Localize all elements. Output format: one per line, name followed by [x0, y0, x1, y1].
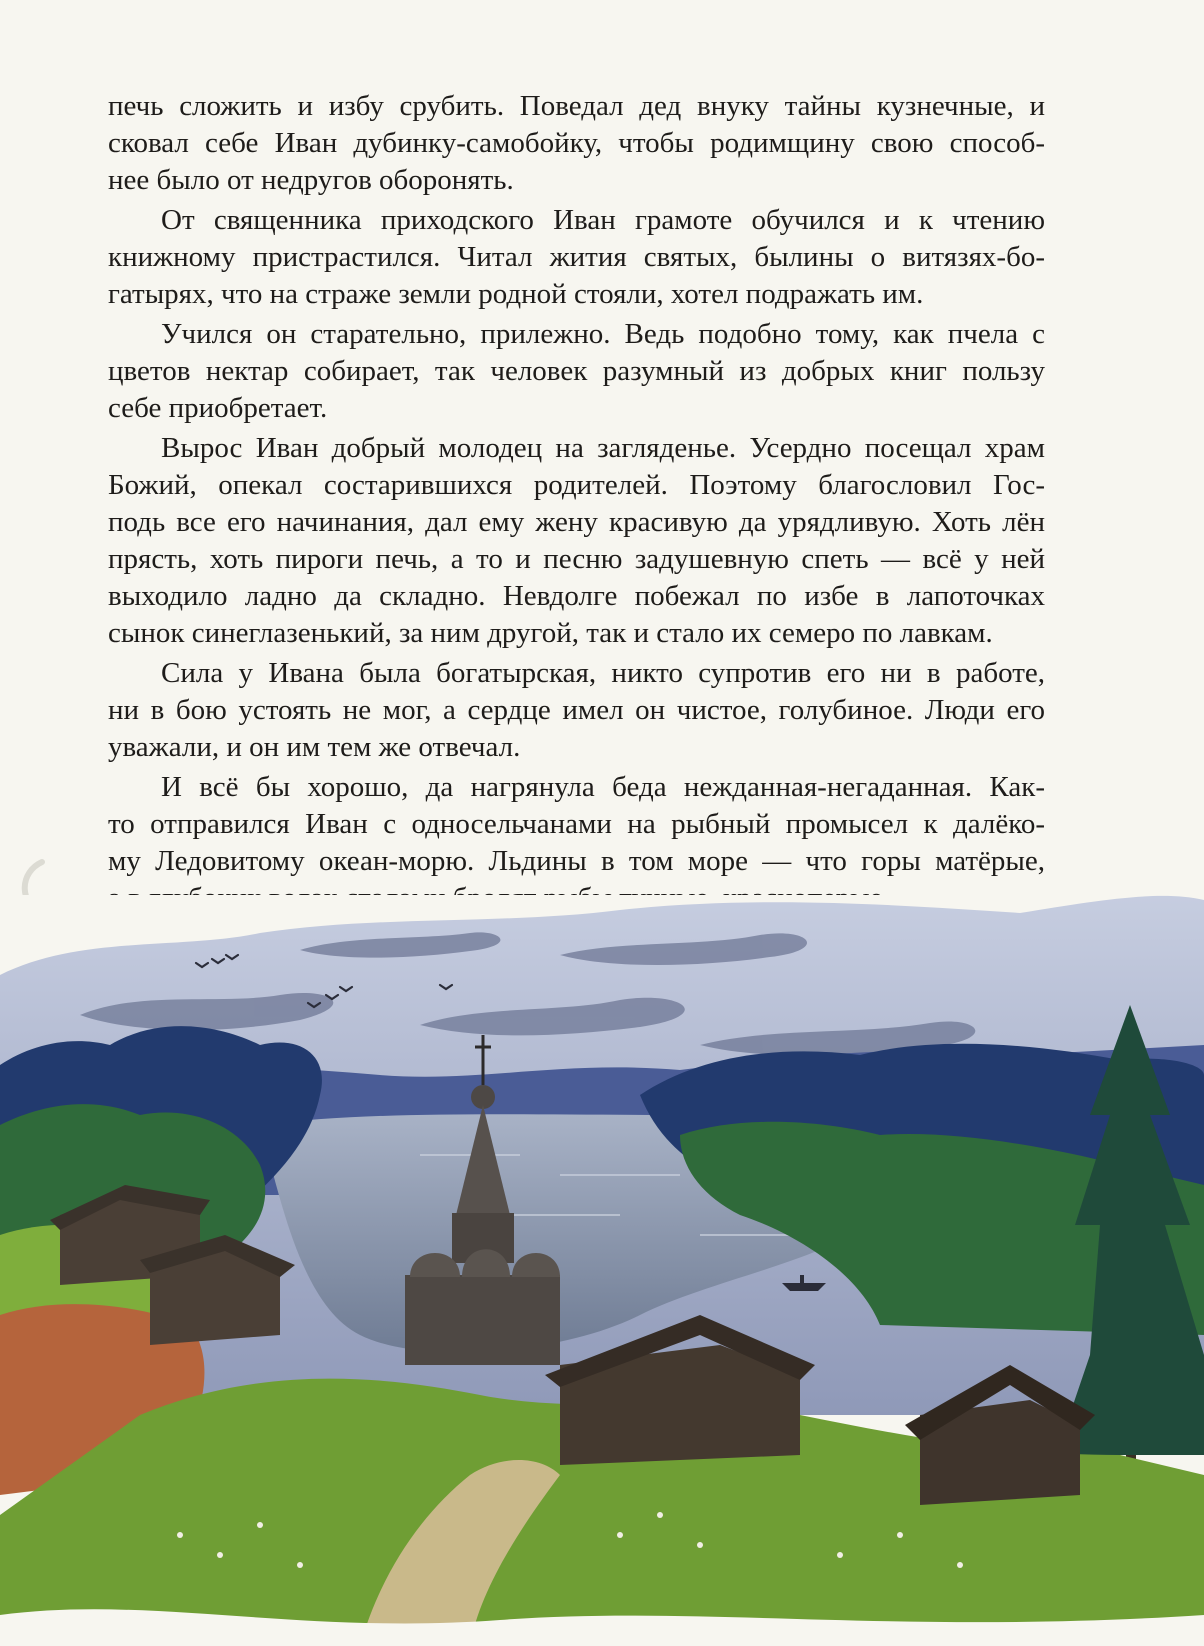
text-line: гатырях, что на страже земли родной стояли, хотел подражать им.: [108, 278, 924, 310]
paragraph: [108, 88, 1045, 199]
text-line: печь сложить и избу срубить. Поведал дед внуку тайны кузнечные, и: [108, 90, 1045, 122]
story-text: [108, 88, 1045, 994]
text-line: книжному пристрастился. Читал жития святых, былины о витязях-бо-: [108, 241, 1045, 273]
text-line: Учился он старательно, прилежно. Ведь подобно тому, как пчела с: [161, 318, 1045, 350]
text-line: нее было от недругов оборонять.: [108, 164, 514, 196]
text-line: подь все его начинания, дал ему жену красивую да урядливую. Хоть лён: [108, 506, 1045, 538]
text-line: От священника приходского Иван грамоте обучился и к чтению: [161, 204, 1045, 236]
text-line: му Ледовитому океан-морю. Льдины в том море — что горы матёрые,: [108, 845, 1045, 877]
text-line: себе приобретает.: [108, 392, 328, 424]
text-line: сынок синеглазенький, за ним другой, так и стало их семеро по лавкам.: [108, 617, 993, 649]
text-line: уважали, и он им тем же отвечал.: [108, 731, 521, 763]
paragraph: [108, 316, 1045, 427]
text-line: И всё бы хорошо, да нагрянула беда нежданная-негаданная. Как-: [161, 771, 1045, 803]
paragraph: [108, 202, 1045, 313]
text-line: Сила у Ивана была богатырская, никто супротив его ни в работе,: [161, 657, 1045, 689]
paragraph: [108, 430, 1045, 652]
text-line: то отправился Иван с односельчанами на рыбный промысел к далёко-: [108, 808, 1045, 840]
text-line: Божий, опекал состарившихся родителей. Поэтому благословил Гос-: [108, 469, 1045, 501]
text-line: Вырос Иван добрый молодец на загляденье. Усердно посещал храм: [161, 432, 1045, 464]
paragraph: [108, 655, 1045, 766]
text-line: выходило ладно да складно. Невдолге побежал по избе в лапоточках: [108, 580, 1045, 612]
text-line: ни в бою устоять не мог, а сердце имел он чистое, голубиное. Люди его: [108, 694, 1045, 726]
village-landscape-illustration: [0, 895, 1204, 1646]
text-line: цветов нектар собирает, так человек разумный из добрых книг пользу: [108, 355, 1045, 387]
text-line: сковал себе Иван дубинку-самобойку, чтобы родимщину свою способ-: [108, 127, 1045, 159]
text-line: прясть, хоть пироги печь, а то и песню задушевную спеть — всё у ней: [108, 543, 1045, 575]
